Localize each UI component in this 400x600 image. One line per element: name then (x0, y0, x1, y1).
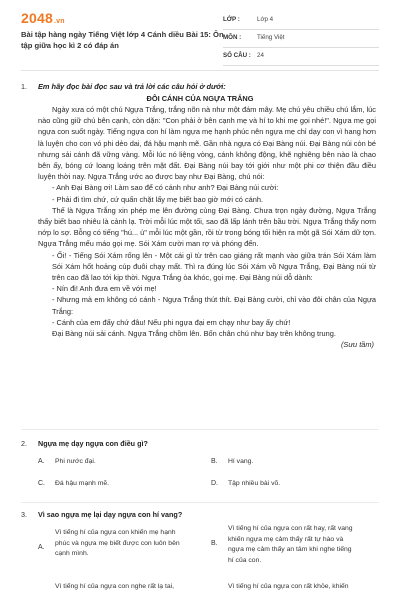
meta-key: MÔN : (223, 34, 242, 41)
worksheet-title: Bài tập hàng ngày Tiếng Việt lớp 4 Cánh diều Bài 15: Ôn tập giữa học kì 2 có đáp án (21, 30, 224, 50)
meta-key: SỐ CÂU : (223, 52, 251, 59)
question-text: Vì sao ngựa mẹ lại dạy ngựa con hí vang? (38, 510, 183, 519)
option-line: Vì tiếng hí của ngựa con rất hay, rất vang (228, 525, 353, 532)
option-line: Vì tiếng hí của ngựa con nghe rất lạ tai, (55, 583, 175, 590)
question-instruction: Em hãy đọc bài đọc sau và trả lời các câu hỏi ở dưới: (38, 82, 226, 91)
option-line: khiến ngựa mẹ cảm thấy rất tự hào và (228, 535, 344, 543)
meta-row-count (223, 48, 379, 66)
option-line: cạnh mình. (55, 550, 89, 558)
question-number: 3. (21, 510, 27, 519)
option-line: Vì tiếng hí của ngựa con khiến mẹ hạnh (55, 529, 176, 536)
option-line: ngựa mẹ cảm thấy an tâm khi nghe tiếng (228, 546, 352, 554)
header-divider (21, 70, 379, 71)
passage-dialogue: - Anh Đại Bàng ơi! Làm sao để có cánh như anh? Đại Bàng núi cười: (52, 183, 279, 193)
option-line: hí của con. (228, 556, 262, 564)
answer-option[interactable] (55, 528, 205, 560)
passage-title: ĐÔI CÁNH CỦA NGỰA TRẮNG (146, 94, 254, 103)
passage-paragraph: Ngày xưa có một chú Ngựa Trắng, trắng nõn nà như một đám mây. Mẹ chú yêu chiều chú lắm, lúc nào cũng giữ chú bên cạnh, còn dặn: "Con phải ở bên cạnh mẹ và hí to khi mẹ gọi nhé!". Ngựa mẹ gọi ngựa con suốt ngày. Tiếng ngựa con hí làm ngựa mẹ hạnh phúc nên ngựa mẹ chỉ dạy con vì hang hơn là luyện cho con vó phi dẻo dai, đá hậu mạnh mẽ. Gần nhà ngựa có Đại Bàng núi. Đại Bàng núi còn bé nhưng sải cánh đã vững vàng. Mỗi lúc nó liệng vòng, cánh không động, khẽ nghiêng bên nào là chao bên ấy, bóng cứ loang loáng trên mặt đất. Đại Bàng núi bay tới giới như một phi cơ thiện đầu điều luyện thời nay. Ngựa Trắng ước ao được bay như Đại Bàng, chú nói: (38, 105, 376, 182)
option-letter[interactable]: D. (211, 480, 218, 487)
page-header (0, 0, 400, 66)
passage-dialogue: - Phải đi tìm chứ, cứ quấn chặt lấy mẹ biết bao giờ mới có cánh. (52, 194, 264, 204)
option-line: phúc và ngựa mẹ biết được con luôn bên (55, 539, 180, 547)
option-line: Vì tiếng hí của ngựa con rất khỏe, khiến (228, 583, 349, 590)
option-letter[interactable]: C. (38, 480, 45, 487)
meta-key: LỚP : (223, 16, 240, 23)
logo-suffix: .vn (53, 18, 65, 25)
meta-value: 24 (257, 52, 264, 59)
passage-dialogue: - Nín đi! Anh đưa em về với mẹ! (52, 284, 157, 294)
passage-dialogue: - Cánh của em đấy chứ đâu! Nếu phi ngựa đại em chạy như bay ấy chứ! (52, 317, 291, 327)
passage-dialogue: - Nhưng mà em không có cánh - Ngựa Trắng thút thít. Đại Bàng cười, chỉ vào đôi chân của Ngựa Trắng: (52, 295, 376, 316)
meta-row-subject (223, 30, 379, 48)
meta-value: Tiếng Việt (257, 34, 285, 41)
passage-source: (Sưu tầm) (340, 340, 374, 350)
passage-paragraph: Đại Bàng núi sải cánh. Ngựa Trắng chồm lên. Bốn chân chú như bay trên không trung. (52, 329, 336, 339)
site-logo[interactable] (21, 10, 65, 26)
question-number: 2. (21, 439, 27, 448)
answer-option[interactable] (228, 582, 378, 593)
reading-passage (38, 104, 376, 350)
question-number: 1. (21, 82, 27, 91)
passage-paragraph: Thế là Ngựa Trắng xin phép mẹ lên đường cùng Đại Bàng. Chưa trọn ngày đường, Ngựa Trắng thấy biết bao nhiêu là cảnh lạ. Trời mỗi lúc một tối, sao đã lấp lánh trên bầu trời. Ngựa Trắng thấy nơm nớp lo sợ. Bỗng có tiếng "hú... ú" mỗi lúc một gần, rồi từ trong bóng tối hiện ra một gã Sói Xám dữ tợn. Ngựa Trắng mếu máo gọi mẹ. Sói Xám cười man rợ và phóng đến. (38, 205, 376, 249)
answer-option[interactable]: Hí vang. (228, 458, 254, 465)
answer-option[interactable]: Tập nhiều bài võ. (228, 480, 281, 487)
answer-option[interactable]: Phi nước đại. (55, 458, 96, 465)
option-letter[interactable]: A. (38, 458, 45, 465)
answer-option[interactable] (55, 582, 205, 593)
option-letter[interactable]: B. (211, 540, 218, 547)
meta-row-grade (223, 12, 379, 30)
option-letter[interactable]: B. (211, 458, 218, 465)
option-letter[interactable]: A. (38, 544, 45, 551)
worksheet-meta (223, 12, 379, 66)
question-text: Ngựa mẹ dạy ngựa con điều gì? (38, 439, 148, 448)
passage-dialogue: - Ối! - Tiếng Sói Xám rống lên - Một cái gì từ trên cao giáng rất mạnh vào giữa trán Sói Xám làm Sói Xám hốt hoảng cúp đuôi chạy mất. Thì ra đúng lúc Sói Xám vồ Ngựa Trắng, Đại Bàng núi từ trên cao đã lao tới kịp thời. Ngựa Trắng òa khóc, gọi mẹ. Đại Bàng núi dỗ dành: (52, 250, 376, 283)
question-divider (21, 502, 379, 503)
answer-option[interactable] (228, 524, 378, 566)
logo-text: 2048 (21, 10, 53, 26)
question-divider (21, 429, 379, 430)
answer-option[interactable]: Đá hậu mạnh mẽ. (55, 480, 110, 487)
meta-value: Lớp 4 (257, 16, 274, 23)
